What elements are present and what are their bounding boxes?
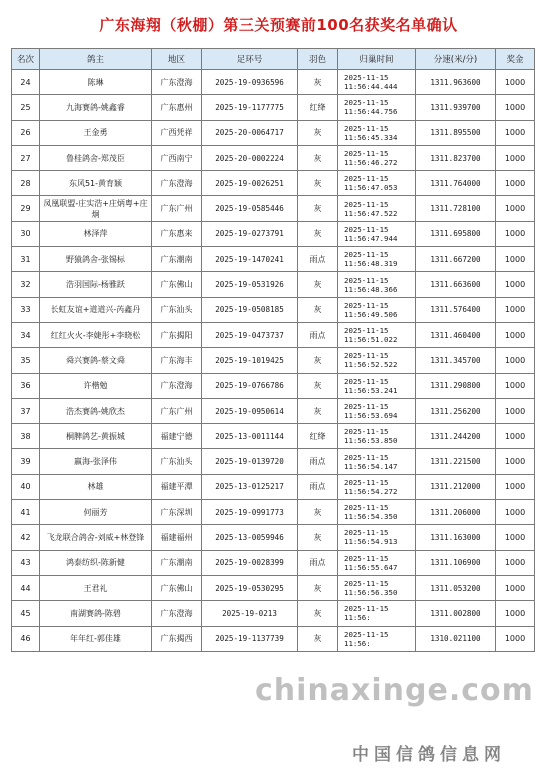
owner-cell: 九海赛鸽-姚鑫睿 (40, 95, 152, 120)
speed-cell: 1311.823700 (416, 145, 496, 170)
table-row (12, 297, 535, 322)
arrival-time: 11:56:55.647 (344, 562, 398, 572)
speed-cell: 1310.021100 (416, 626, 496, 651)
speed-cell: 1311.695800 (416, 221, 496, 246)
results-table (11, 48, 535, 652)
owner-cell: 嬴海-张泽伟 (40, 449, 152, 474)
table-row (12, 550, 535, 575)
rank-cell: 41 (12, 500, 40, 525)
speed-cell: 1311.963600 (416, 70, 496, 95)
color-cell: 雨点 (298, 247, 338, 272)
speed-cell: 1311.002800 (416, 601, 496, 626)
speed-cell: 1311.663600 (416, 272, 496, 297)
speed-cell: 1311.206000 (416, 500, 496, 525)
rank-cell: 29 (12, 196, 40, 221)
table-row (12, 145, 535, 170)
table-row (12, 424, 535, 449)
color-cell: 雨点 (298, 474, 338, 499)
owner-cell: 桐脾鸽艺-黄振城 (40, 424, 152, 449)
region-cell: 广东佛山 (152, 575, 202, 600)
ring-cell: 2025-19-0936596 (202, 70, 298, 95)
arrival-date: 2025-11-15 (344, 629, 389, 639)
region-cell: 广东揭西 (152, 626, 202, 651)
owner-cell: 野猿鸽舍-张锡标 (40, 247, 152, 272)
ring-cell: 2025-13-0059946 (202, 525, 298, 550)
header-rank: 名次 (12, 49, 40, 70)
table-row (12, 348, 535, 373)
rank-cell: 38 (12, 424, 40, 449)
header-speed: 分速(米/分) (416, 49, 496, 70)
owner-cell: 王君礼 (40, 575, 152, 600)
arrival-time: 11:56:53.241 (344, 385, 398, 395)
color-cell: 灰 (298, 525, 338, 550)
time-cell (338, 120, 416, 145)
arrival-time: 11:56:54.272 (344, 486, 398, 496)
color-cell: 灰 (298, 297, 338, 322)
owner-cell: 红红火火-李婕彤+李晓松 (40, 322, 152, 347)
ring-cell: 2025-13-0011144 (202, 424, 298, 449)
owner-cell: 舜兴赛鸽-蔡文舜 (40, 348, 152, 373)
time-cell (338, 95, 416, 120)
table-row (12, 575, 535, 600)
time-cell (338, 601, 416, 626)
prize-cell: 1000 (496, 373, 535, 398)
region-cell: 福建福州 (152, 525, 202, 550)
time-cell (338, 247, 416, 272)
color-cell: 雨点 (298, 550, 338, 575)
speed-cell: 1311.764000 (416, 171, 496, 196)
prize-cell: 1000 (496, 601, 535, 626)
arrival-date: 2025-11-15 (344, 351, 389, 361)
table-row (12, 120, 535, 145)
color-cell: 灰 (298, 500, 338, 525)
prize-cell: 1000 (496, 297, 535, 322)
table-row (12, 500, 535, 525)
rank-cell: 36 (12, 373, 40, 398)
color-cell: 雨点 (298, 322, 338, 347)
arrival-time: 11:56:52.522 (344, 360, 398, 370)
region-cell: 广东海丰 (152, 348, 202, 373)
arrival-time: 11:56:47.522 (344, 208, 398, 218)
arrival-date: 2025-11-15 (344, 275, 389, 285)
time-cell (338, 449, 416, 474)
table-header-row (12, 49, 535, 70)
arrival-date: 2025-11-15 (344, 149, 389, 159)
time-cell (338, 70, 416, 95)
rank-cell: 39 (12, 449, 40, 474)
region-cell: 广东佛山 (152, 272, 202, 297)
owner-cell: 林泽萍 (40, 221, 152, 246)
ring-cell: 2025-19-1019425 (202, 348, 298, 373)
owner-cell: 王金勇 (40, 120, 152, 145)
owner-cell: 林雄 (40, 474, 152, 499)
owner-cell: 浩杰赛鸽-姚欣杰 (40, 398, 152, 423)
arrival-time: 11:56:44.444 (344, 82, 398, 92)
region-cell: 广东深圳 (152, 500, 202, 525)
time-cell (338, 373, 416, 398)
arrival-date: 2025-11-15 (344, 427, 389, 437)
table-body (12, 70, 535, 652)
time-cell (338, 575, 416, 600)
ring-cell: 2025-19-0585446 (202, 196, 298, 221)
table-row (12, 70, 535, 95)
color-cell: 灰 (298, 348, 338, 373)
speed-cell: 1311.244200 (416, 424, 496, 449)
arrival-date: 2025-11-15 (344, 224, 389, 234)
prize-cell: 1000 (496, 171, 535, 196)
ring-cell: 2025-19-1177775 (202, 95, 298, 120)
arrival-time: 11:56:49.506 (344, 309, 398, 319)
prize-cell: 1000 (496, 474, 535, 499)
speed-cell: 1311.460400 (416, 322, 496, 347)
rank-cell: 42 (12, 525, 40, 550)
owner-cell: 浩羽国际-杨雅跃 (40, 272, 152, 297)
table-row (12, 474, 535, 499)
ring-cell: 2025-19-0273791 (202, 221, 298, 246)
ring-cell: 2025-19-0766786 (202, 373, 298, 398)
arrival-time: 11:56: (344, 638, 371, 648)
prize-cell: 1000 (496, 145, 535, 170)
region-cell: 广西南宁 (152, 145, 202, 170)
owner-cell: 东风51-黄育颖 (40, 171, 152, 196)
time-cell (338, 398, 416, 423)
prize-cell: 1000 (496, 70, 535, 95)
arrival-date: 2025-11-15 (344, 250, 389, 260)
ring-cell: 2025-19-1470241 (202, 247, 298, 272)
arrival-date: 2025-11-15 (344, 326, 389, 336)
arrival-date: 2025-11-15 (344, 553, 389, 563)
owner-cell: 长虹友谊+道道兴-芮鑫丹 (40, 297, 152, 322)
prize-cell: 1000 (496, 550, 535, 575)
region-cell: 广东潮南 (152, 550, 202, 575)
rank-cell: 33 (12, 297, 40, 322)
header-time: 归巢时间 (338, 49, 416, 70)
region-cell: 广东澄海 (152, 70, 202, 95)
ring-cell: 2025-20-0002224 (202, 145, 298, 170)
color-cell: 灰 (298, 145, 338, 170)
speed-cell: 1311.939700 (416, 95, 496, 120)
time-cell (338, 348, 416, 373)
arrival-date: 2025-11-15 (344, 376, 389, 386)
document-title: 广东海翔（秋棚）第三关预赛前100名获奖名单确认 (99, 16, 458, 34)
prize-cell: 1000 (496, 500, 535, 525)
rank-cell: 37 (12, 398, 40, 423)
table-row (12, 322, 535, 347)
speed-cell: 1311.256200 (416, 398, 496, 423)
arrival-time: 11:56:47.053 (344, 183, 398, 193)
arrival-date: 2025-11-15 (344, 174, 389, 184)
arrival-time: 11:56:46.272 (344, 158, 398, 168)
region-cell: 福建宁德 (152, 424, 202, 449)
arrival-date: 2025-11-15 (344, 452, 389, 462)
ring-cell: 2025-19-0950614 (202, 398, 298, 423)
speed-cell: 1311.053200 (416, 575, 496, 600)
region-cell: 广东潮南 (152, 247, 202, 272)
prize-cell: 1000 (496, 221, 535, 246)
table-row (12, 373, 535, 398)
prize-cell: 1000 (496, 449, 535, 474)
arrival-time: 11:56:56.350 (344, 588, 398, 598)
region-cell: 广东澄海 (152, 171, 202, 196)
time-cell (338, 626, 416, 651)
time-cell (338, 500, 416, 525)
speed-cell: 1311.576400 (416, 297, 496, 322)
speed-cell: 1311.895500 (416, 120, 496, 145)
owner-cell: 鲁桂鸽舍-郑茂臣 (40, 145, 152, 170)
color-cell: 灰 (298, 221, 338, 246)
color-cell: 灰 (298, 70, 338, 95)
region-cell: 广东汕头 (152, 297, 202, 322)
speed-cell: 1311.106900 (416, 550, 496, 575)
header-region: 地区 (152, 49, 202, 70)
color-cell: 灰 (298, 398, 338, 423)
table-row (12, 449, 535, 474)
arrival-date: 2025-11-15 (344, 300, 389, 310)
owner-cell: 何丽芳 (40, 500, 152, 525)
table-row (12, 95, 535, 120)
rank-cell: 34 (12, 322, 40, 347)
table-row (12, 525, 535, 550)
rank-cell: 40 (12, 474, 40, 499)
owner-cell: 南湖赛鸽-陈碧 (40, 601, 152, 626)
time-cell (338, 322, 416, 347)
prize-cell: 1000 (496, 95, 535, 120)
ring-cell: 2025-19-0508185 (202, 297, 298, 322)
rank-cell: 35 (12, 348, 40, 373)
speed-cell: 1311.212000 (416, 474, 496, 499)
speed-cell: 1311.221500 (416, 449, 496, 474)
time-cell (338, 525, 416, 550)
region-cell: 广东澄海 (152, 601, 202, 626)
arrival-date: 2025-11-15 (344, 579, 389, 589)
arrival-time: 11:56:53.694 (344, 411, 398, 420)
rank-cell: 25 (12, 95, 40, 120)
arrival-date: 2025-11-15 (344, 503, 389, 513)
speed-cell: 1311.667200 (416, 247, 496, 272)
color-cell: 灰 (298, 373, 338, 398)
owner-cell: 凤凰联盟-庄实浩+庄炳粤+庄炯 (40, 196, 152, 221)
table-row (12, 601, 535, 626)
arrival-date: 2025-11-15 (344, 123, 389, 133)
region-cell: 广东汕头 (152, 449, 202, 474)
rank-cell: 24 (12, 70, 40, 95)
table-row (12, 247, 535, 272)
rank-cell: 46 (12, 626, 40, 651)
color-cell: 红绛 (298, 95, 338, 120)
table-row (12, 398, 535, 423)
time-cell (338, 424, 416, 449)
time-cell (338, 550, 416, 575)
arrival-time: 11:56: (344, 613, 371, 623)
region-cell: 广东惠州 (152, 95, 202, 120)
header-owner: 鸽主 (40, 49, 152, 70)
rank-cell: 43 (12, 550, 40, 575)
header-ring: 足环号 (202, 49, 298, 70)
speed-cell: 1311.163000 (416, 525, 496, 550)
ring-cell: 2025-19-0026251 (202, 171, 298, 196)
prize-cell: 1000 (496, 348, 535, 373)
arrival-time: 11:56:54.913 (344, 537, 398, 547)
header-prize: 奖金 (496, 49, 535, 70)
rank-cell: 32 (12, 272, 40, 297)
region-cell: 福建平潭 (152, 474, 202, 499)
rank-cell: 26 (12, 120, 40, 145)
color-cell: 灰 (298, 120, 338, 145)
arrival-date: 2025-11-15 (344, 528, 389, 538)
ring-cell: 2025-19-0213 (202, 601, 298, 626)
arrival-time: 11:56:51.022 (344, 335, 398, 345)
header-color: 羽色 (298, 49, 338, 70)
rank-cell: 44 (12, 575, 40, 600)
time-cell (338, 272, 416, 297)
ring-cell: 2025-19-0991773 (202, 500, 298, 525)
arrival-date: 2025-11-15 (344, 73, 389, 83)
owner-cell: 鸿泰纺织-陈新健 (40, 550, 152, 575)
speed-cell: 1311.728100 (416, 196, 496, 221)
speed-cell: 1311.345700 (416, 348, 496, 373)
owner-cell: 飞龙联合鸽舍-刘威+林登锋 (40, 525, 152, 550)
prize-cell: 1000 (496, 398, 535, 423)
speed-cell: 1311.290800 (416, 373, 496, 398)
table-row (12, 626, 535, 651)
arrival-time: 11:56:54.350 (344, 512, 398, 522)
rank-cell: 45 (12, 601, 40, 626)
time-cell (338, 196, 416, 221)
site-watermark-cn: 中国信鸽信息网 (352, 745, 506, 765)
region-cell: 广西凭祥 (152, 120, 202, 145)
color-cell: 灰 (298, 575, 338, 600)
ring-cell: 2025-19-0473737 (202, 322, 298, 347)
arrival-date: 2025-11-15 (344, 402, 389, 411)
prize-cell: 1000 (496, 626, 535, 651)
arrival-date: 2025-11-15 (344, 604, 389, 614)
ring-cell: 2025-19-0531926 (202, 272, 298, 297)
rank-cell: 31 (12, 247, 40, 272)
table-row (12, 221, 535, 246)
region-cell: 广东揭阳 (152, 322, 202, 347)
ring-cell: 2025-19-0028399 (202, 550, 298, 575)
color-cell: 灰 (298, 626, 338, 651)
arrival-date: 2025-11-15 (344, 477, 389, 487)
time-cell (338, 221, 416, 246)
arrival-time: 11:56:45.334 (344, 132, 398, 142)
prize-cell: 1000 (496, 322, 535, 347)
arrival-time: 11:56:53.850 (344, 436, 398, 446)
owner-cell: 年年红-郭佳雄 (40, 626, 152, 651)
time-cell (338, 171, 416, 196)
color-cell: 灰 (298, 272, 338, 297)
arrival-date: 2025-11-15 (344, 199, 389, 209)
rank-cell: 27 (12, 145, 40, 170)
ring-cell: 2025-19-0139720 (202, 449, 298, 474)
table-row (12, 171, 535, 196)
ring-cell: 2025-19-1137739 (202, 626, 298, 651)
prize-cell: 1000 (496, 196, 535, 221)
color-cell: 灰 (298, 196, 338, 221)
table-row (12, 272, 535, 297)
ring-cell: 2025-19-0530295 (202, 575, 298, 600)
color-cell: 灰 (298, 171, 338, 196)
rank-cell: 28 (12, 171, 40, 196)
rank-cell: 30 (12, 221, 40, 246)
site-watermark: chinaxinge.com (255, 673, 534, 708)
prize-cell: 1000 (496, 424, 535, 449)
prize-cell: 1000 (496, 120, 535, 145)
owner-cell: 许楷勉 (40, 373, 152, 398)
arrival-time: 11:56:48.366 (344, 284, 398, 294)
region-cell: 广东惠来 (152, 221, 202, 246)
time-cell (338, 474, 416, 499)
prize-cell: 1000 (496, 247, 535, 272)
region-cell: 广东广州 (152, 398, 202, 423)
arrival-time: 11:56:44.756 (344, 107, 398, 117)
arrival-date: 2025-11-15 (344, 98, 389, 108)
owner-cell: 陈琳 (40, 70, 152, 95)
ring-cell: 2025-13-0125217 (202, 474, 298, 499)
region-cell: 广东广州 (152, 196, 202, 221)
prize-cell: 1000 (496, 575, 535, 600)
prize-cell: 1000 (496, 525, 535, 550)
region-cell: 广东澄海 (152, 373, 202, 398)
color-cell: 红绛 (298, 424, 338, 449)
color-cell: 灰 (298, 601, 338, 626)
time-cell (338, 297, 416, 322)
arrival-time: 11:56:48.319 (344, 259, 398, 269)
ring-cell: 2025-20-0064717 (202, 120, 298, 145)
arrival-time: 11:56:47.944 (344, 233, 398, 243)
color-cell: 雨点 (298, 449, 338, 474)
prize-cell: 1000 (496, 272, 535, 297)
time-cell (338, 145, 416, 170)
arrival-time: 11:56:54.147 (344, 461, 398, 471)
table-row (12, 196, 535, 221)
